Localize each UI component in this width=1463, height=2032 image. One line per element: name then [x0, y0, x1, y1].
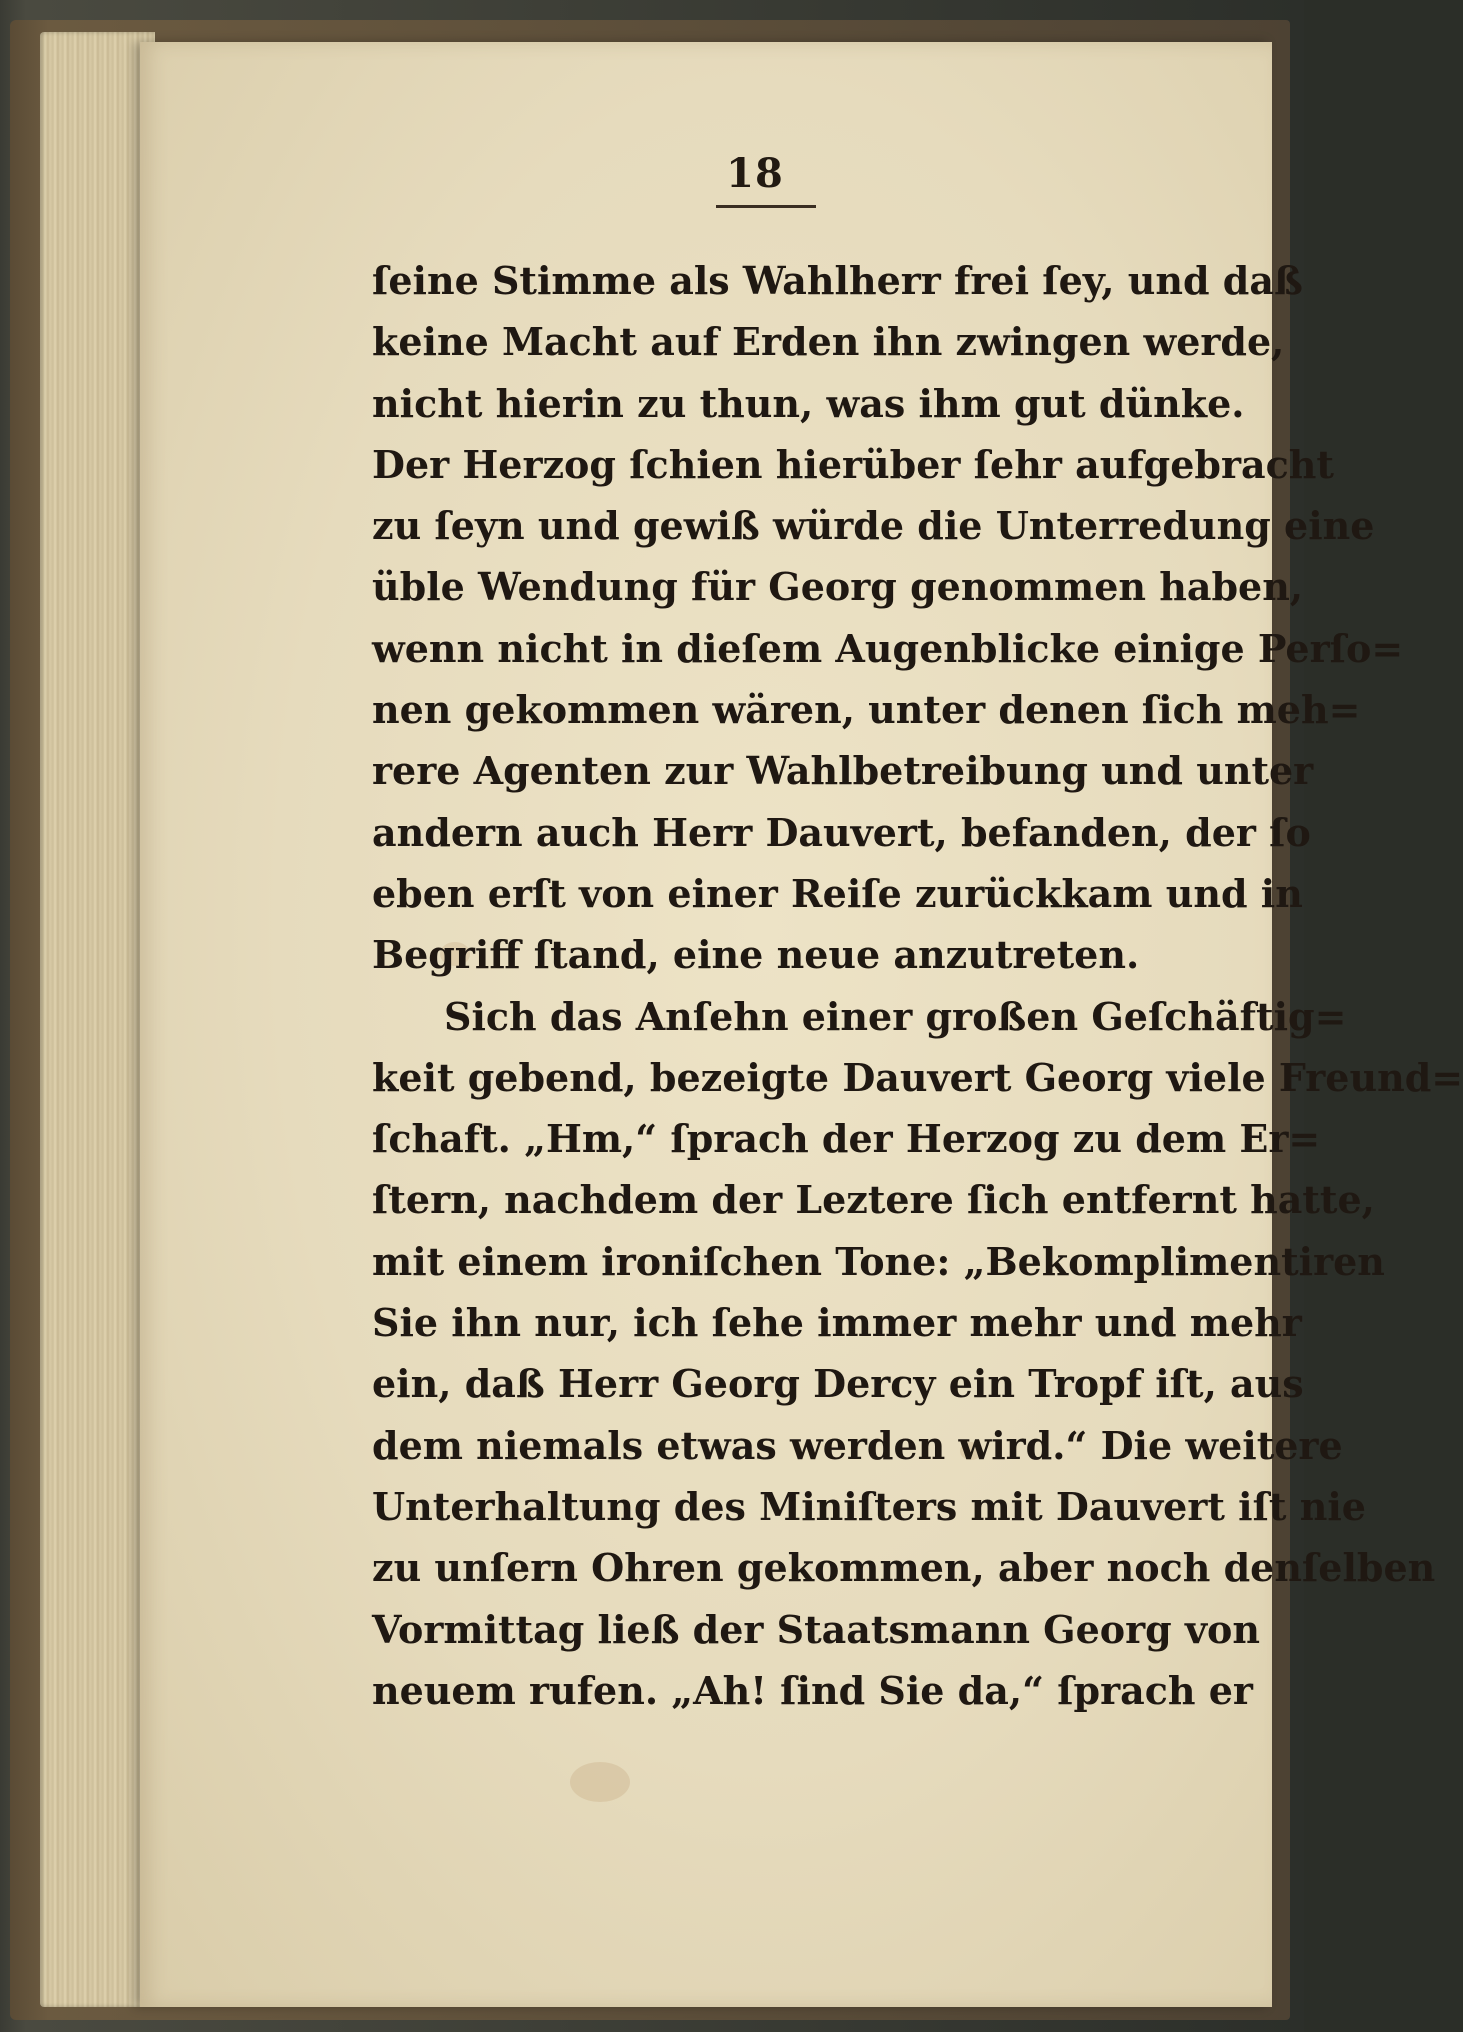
- text-line: Der Herzog ſchien hierüber ſehr aufgebracht: [372, 441, 1334, 487]
- text-line: Sich das Anſehn einer großen Geſchäftig=: [444, 993, 1347, 1039]
- body-text: [372, 250, 1463, 1721]
- text-line: Unterhaltung des Miniſters mit Dauvert iſt nie: [372, 1483, 1366, 1529]
- page-number: 18: [726, 150, 784, 197]
- text-line: ſeine Stimme als Wahlherr frei ſey, und daß: [372, 258, 1303, 303]
- page-edges: [40, 32, 155, 2007]
- text-line: rere Agenten zur Wahlbetreibung und unter: [372, 748, 1314, 794]
- text-line: üble Wendung für Georg genommen haben,: [372, 564, 1304, 610]
- foxing-stain: [570, 1762, 630, 1802]
- text-line: mit einem ironiſchen Tone: „Bekomplimentiren: [372, 1238, 1385, 1284]
- text-line: nicht hierin zu thun, was ihm gut dünke.: [372, 380, 1245, 426]
- text-line: keine Macht auf Erden ihn zwingen werde,: [372, 319, 1285, 365]
- text-line: zu unſern Ohren gekommen, aber noch denſelben: [372, 1545, 1436, 1591]
- page-number-rule: [716, 205, 816, 208]
- text-line: andern auch Herr Dauvert, befanden, der ſo: [372, 809, 1311, 855]
- text-line: Vormittag ließ der Staatsmann Georg von: [372, 1606, 1261, 1652]
- text-line: Sie ihn nur, ich ſehe immer mehr und mehr: [372, 1300, 1302, 1346]
- text-line: keit gebend, bezeigte Dauvert Georg viele Freund=: [372, 1054, 1463, 1100]
- text-line: nen gekommen wären, unter denen ſich meh=: [372, 687, 1361, 733]
- text-line: neuem rufen. „Ah! ſind Sie da,“ ſprach er: [372, 1667, 1253, 1713]
- text-line: wenn nicht in dieſem Augenblicke einige Perſo=: [372, 625, 1404, 671]
- text-line: ſchaft. „Hm,“ ſprach der Herzog zu dem Er=: [372, 1116, 1321, 1162]
- text-line: ſtern, nachdem der Leztere ſich entfernt hatte,: [372, 1177, 1375, 1223]
- text-line: dem niemals etwas werden wird.“ Die weitere: [372, 1422, 1343, 1468]
- text-line: eben erſt von einer Reiſe zurückkam und in: [372, 870, 1303, 916]
- text-line: ein, daß Herr Georg Dercy ein Tropf iſt, aus: [372, 1361, 1304, 1407]
- text-line: Begriff ſtand, eine neue anzutreten.: [372, 932, 1140, 978]
- text-line: zu ſeyn und gewiß würde die Unterredung eine: [372, 503, 1375, 549]
